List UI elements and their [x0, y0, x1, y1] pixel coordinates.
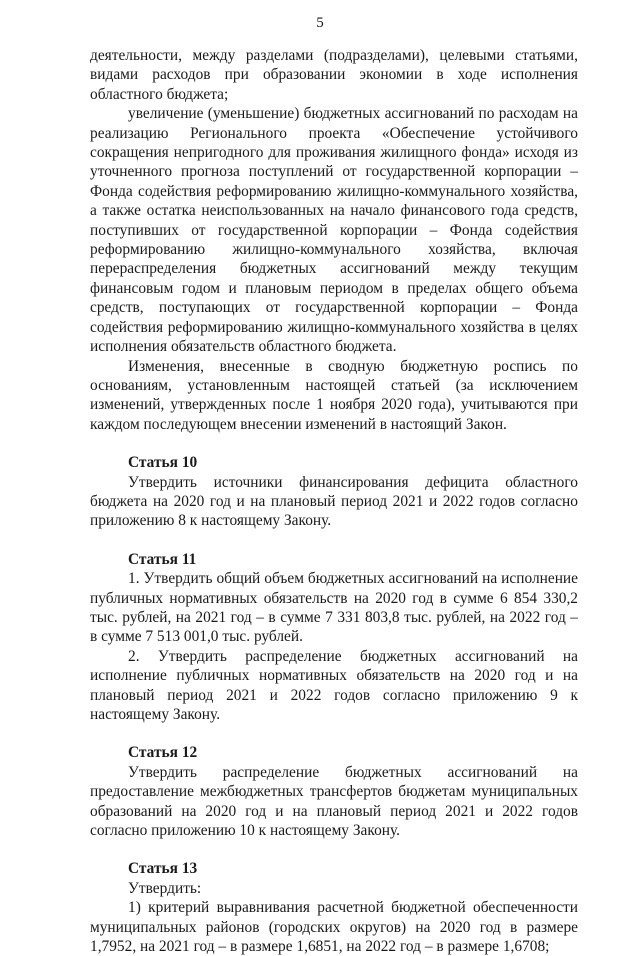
page-number: 5 — [316, 15, 324, 31]
article-10-paragraph: Утвердить источники финансирования дефицита областного бюджета на 2020 год и на плановый период 2021 и 2022 годов согласно приложению 8 к настоящему Закону. — [90, 473, 578, 530]
article-13-paragraph-1: Утвердить: — [128, 879, 202, 897]
article-10-heading: Статья 10 — [128, 454, 198, 472]
intro-paragraph-3: Изменения, внесенные в сводную бюджетную роспись по основаниям, установленным настоящей статьей (за исключением изменений, утвержденных после 1 ноября 2020 года), учитываются при каждом последующем внесении изменений в настоящий Закон. — [90, 357, 578, 433]
article-11-heading: Статья 11 — [128, 550, 197, 568]
article-11-paragraph-1: 1. Утвердить общий объем бюджетных ассигнований на исполнение публичных нормативных обязательств на 2020 год в сумме 6 854 330,2 тыс. рублей, на 2021 год – в сумме 7 331 803,8 тыс. рублей, на 2022 год – в сумме 7 513 001,0 тыс. рублей. — [90, 570, 578, 646]
article-13-paragraph-2: 1) критерий выравнивания расчетной бюджетной обеспеченности муниципальных районов (городских округов) на 2020 год в размере 1,7952, на 2021 год – в размере 1,6851, на 2022 год – в размере 1,6708; — [90, 899, 578, 956]
article-12-paragraph: Утвердить распределение бюджетных ассигнований на предоставление межбюджетных трансфертов бюджетам муниципальных образований на 2020 год и на плановый период 2021 и 2022 годов согласно приложению 10 к настоящему Закону. — [90, 763, 578, 840]
article-11-paragraph-2: 2. Утвердить распределение бюджетных ассигнований на исполнение публичных нормативных обязательств на 2020 год и на плановый период 2021 и 2022 годов согласно приложению 9 к настоящему Закону. — [90, 647, 578, 723]
article-13-heading: Статья 13 — [128, 860, 198, 878]
document-body — [90, 46, 578, 956]
intro-paragraph-2: увеличение (уменьшение) бюджетных ассигнований по расходам на реализацию Регионального проекта «Обеспечение устойчивого сокращения непригодного для проживания жилищного фонда» исходя из уточненного прогноза поступлений от государственной корпорации – Фонда содействия реформированию жилищно-коммунального хозяйства, а также остатка неиспользованных на начало финансового года средств, поступивших от государственной корпорации – Фонда содействия реформированию жилищно-коммунального хозяйства, включая перераспределения бюджетных ассигнований между текущим финансовым годом и плановым периодом в пределах общего объема средств, поступающих от государственной корпорации – Фонда содействия реформированию жилищно-коммунального хозяйства в целях исполнения обязательств областного бюджета. — [90, 105, 578, 356]
intro-paragraph-1: деятельности, между разделами (подразделами), целевыми статьями, видами расходов при образовании экономии в ходе исполнения областного бюджета; — [90, 47, 578, 103]
article-12-heading: Статья 12 — [128, 744, 198, 762]
